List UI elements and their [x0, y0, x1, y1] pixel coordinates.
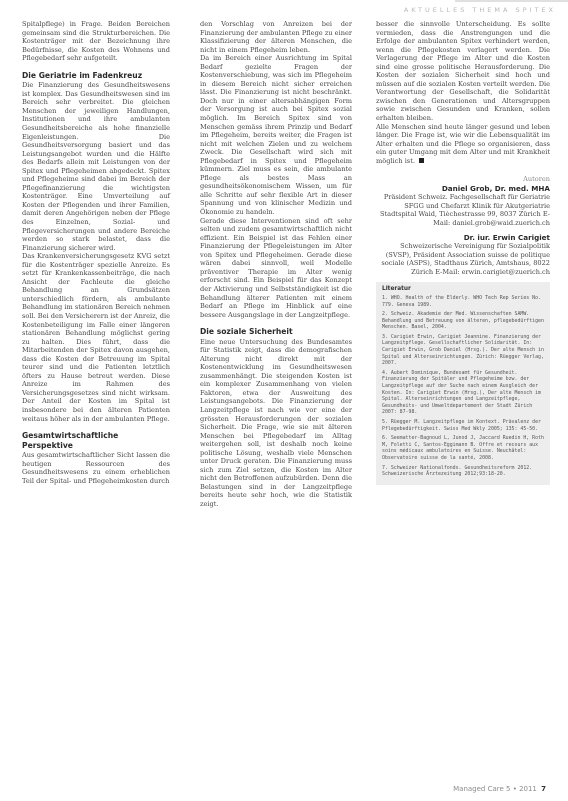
column-1 [22, 20, 170, 485]
author-affiliation: Schweizerische Vereinigung für Sozialpolitik (SVSP), Präsident Association suisse de politique sociale (ASPS), Stadthaus Zürich, Amtshaus, 8022 Zürich E-Mail: erwin.carigiet@zuerich.ch [381, 242, 550, 276]
running-header: AKTUELLES THEMA SPITEX [403, 6, 556, 14]
paragraph: den Vorschlag von Anreizen bei der Finanzierung der ambulanten Pflege zu einer Klassifizierung der älteren Menschen, die nicht in einem Pflegeheim leben. [200, 20, 352, 54]
paragraph: Eine neue Untersuchung des Bundesamtes für Statistik zeigt, dass die demografischen Alterung nicht direkt mit der Kostenentwicklung im Gesundheitswesen zusammenhängt. Die steigenden Kosten ist ein komplexer Zusammenhang von vielen Faktoren, etwa der Ausweitung des Leistungsangebots. Die Finanzierung der Langzeitpflege ist nach wie vor eine der grössten Herausforderungen der sozialen Sicherheit. Die Frage, wie sie mit älteren Menschen bei Pflegebedarf im Alltag weitergehen soll, ist deshalb noch keine politische Lösung, weshalb viele Menschen unter Druck geraten. Die Finanzierung muss sich zum Ziel setzen, die Kosten im Alter nicht den Betroffenen aufzubürden. Denn die Belastungen sind in der Langzeitpflege bereits heute sehr hoch, wie die Statistik zeigt. [200, 337, 352, 509]
author-affiliation: Präsident Schweiz. Fachgesellschaft für Geriatrie SFGG und Chefarzt Klinik für Akutgeriatrie Stadtspital Waid, Tièchestrasse 99, 8037 Zürich E-Mail: daniel.grob@waid.zuerich.ch [379, 193, 550, 228]
paragraph: Gerade diese Interventionen sind oft sehr selten und zudem gesamtwirtschaftlich nicht effizient. Ein Beispiel ist das Fehlen einer Finanzierung der Pflegeleistungen im Alter von Spitex und Pflegeheimen. Gerade diese wären dabei sinnvoll, weil Modelle präventiver Therapie im Alter wenig erforscht sind. Ein Beispiel für das Konzept der Aktivierung und Selbstständigkeit ist die Behandlung älterer Patienten mit einem Bedarf an Pflege im Hinblick auf eine bessere Ausgangslage in der Langzeitpflege. [200, 216, 352, 319]
paragraph: Das Krankenversicherungsgesetz KVG setzt für die Kostenträger spezielle Anreize. Es setzt für Krankenkassenbeiträge, die nach Ansicht der Fachleute die gleiche Behandlung an Grundsätzen unterschiedlich fördern, als ambulante Behandlung im stationären Bereich nehmen soll. Bei den Versicherern ist der Anreiz, die Kostenbeteiligung im Falle einer längeren stationären Behandlung möglichst gering zu halten. Dies führt, dass die Mitarbeitenden der Spitex davon ausgehen, dass die Kosten der Betreuung im Spital teurer sind und die Patienten letztlich öfters zu Hause betreut werden. Diese Anreize im Rahmen des Versicherungsgesetzes sind nicht wirksam. Der Anteil der Kosten im Spital ist insbesondere bei den älteren Patienten weitaus höher als in der ambulanten Pflege. [22, 252, 170, 423]
paragraph: Aus gesamtwirtschaftlicher Sicht lassen die heutigen Ressourcen des Gesundheitswesens zu einem erheblichen Teil der Spital- und Pflegeheimkosten durch [22, 451, 170, 485]
section-heading: Gesamtwirtschaftliche Perspektive [22, 431, 119, 450]
closing-text: Alle Menschen sind heute länger gesund und leben länger. Die Frage ist, wie wir die Lebensqualität im Alter erhalten und die Pflege so organisieren, dass ein guter Umgang mit dem Alter und mit Krankheit möglich ist. [376, 122, 550, 165]
author-name: Dr. iur. Erwin Carigiet [463, 232, 550, 242]
end-mark-icon [419, 158, 424, 163]
section-heading: Die soziale Sicherheit [200, 327, 293, 337]
reference-item: 4. Aubert Dominique, Bundesamt für Gesundheit. Finanzierung der Spitäler und Pflegeheime bzw. der Langzeitpflege auf der Suche nach einem Ausgleich der Kosten. In: Carigiet Erwin (Hrsg.), Der alte Mensch im Spital. Alterseinrichtungen und Langzeitpflege, Gesundheits- und Umweltdepartement der Stadt Zürich 2007: 87-98. [382, 369, 541, 416]
authors-block [376, 175, 550, 276]
reference-item: 7. Schweizer Nationalfonds. Gesundheitsreform 2012. Schweizerische Ärztezeitung 2012;93:18-20. [382, 464, 533, 478]
page-footer [453, 785, 546, 793]
reference-item: 1. WHO. Health of the Elderly. WHO Tech Rep Series No. 779. Geneva 1989. [382, 294, 541, 308]
journal-name: Managed Care 5 • 2011 [453, 785, 537, 793]
page-number: 7 [541, 785, 546, 793]
column-3 [376, 20, 550, 485]
authors-label: Autoren [523, 175, 550, 184]
reference-item: 5. Rüegger M. Langzeitpflege im Kontext. Prävalenz der Pflegebedürftigkeit. Swiss Med Wkly 2005; 135: 45-50. [382, 419, 541, 432]
section-heading: Die Geriatrie im Fadenkreuz [22, 70, 143, 80]
paragraph: besser die sinnvolle Unterscheidung. Es sollte vermieden, dass die Anstrengungen und die Erfolge der ambulanten Spitex verhindert werden, wenn die Pflegekosten verlagert werden. Die Verlagerung der Pflege im Alter und die Kosten sind eine grosse politische Herausforderung. Die Kosten der sozialen Sicherheit sind hoch und müssen auf die sozialen Kosten verteilt werden. Die Verantwortung der Gesellschaft, die Solidarität zwischen den Generationen und Altersgruppen sowie zwischen Gesunden und Kranken, sollen erhalten bleiben. [376, 20, 550, 123]
header-accent-bar [455, 0, 568, 2]
author-name: Daniel Grob, Dr. med. MHA [441, 183, 550, 193]
references-title: Literatur [382, 286, 411, 293]
reference-item: 3. Carigiet Erwin, Carigiet Jeannine. Finanzierung der Langzeitpflege. Gesellschaftlicher Solidarität. In: Carigiet Erwin, Grob Daniel (Hrsg.). Der alte Mensch in Spital und Alterseinrichtungen. Zürich: Rüegger Verlag, 2007. [382, 333, 544, 367]
column-2 [200, 20, 352, 509]
paragraph: Da im Bereich einer Ausrichtung im Spital Bedarf gezielte Fragen der Kostenverschiebung, was sich im Pflegeheim in diesem Bereich nicht sicher erreichen lässt. Die Finanzierung ist nicht beschränkt. Doch nur in einer altersabhängigen Form der Versorgung ist auch bei Spitex sozial möglich. Im Bereich Spitex sind von Menschen gemäss ihrem Prinzip und Bedarf im Pflegeheim, bereits weiter, die Fragen ist nicht mit welchen Zielen und zu welchem Zweck. Die Gesellschaft wird sich mit Pflegebedarf in Spitex und Pflegeheim kümmern. Ziel muss es sein, die ambulante Pflege als bestes Mass an gesundheitsökonomischem Wissen, um für alle Schritte auf sehr flexible Art in dieser Spannung und von klinischer Medizin und Ökonomie zu handeln. [200, 54, 352, 217]
paragraph-closing [376, 123, 550, 166]
reference-item: 6. Seematter-Bagnoud L, Junod J, Jaccard Ruedin H, Roth M, Foletti C, Santos-Eggimann B. Offre et recours aux soins médicaux ambulatoires en Suisse. Neuchâtel: Observatoire suisse de la santé, 2008. [382, 435, 544, 461]
reference-item: 2. Schweiz. Akademie der Med. Wissenschaften SAMW. Behandlung und Betreuung von älteren, pflegebedürftigen Menschen. Basel, 2004. [382, 311, 544, 331]
references-box [376, 282, 550, 484]
paragraph: Spitalpflege) in Frage. Beiden Bereichen gemeinsam sind die Strukturbereichen. Die Kostenträger mit der Bezeichnung ihre Bedürfnisse, die Kosten des Wohnens und Pflegebedarf sehr aufgeteilt. [22, 20, 170, 63]
paragraph: Die Finanzierung des Gesundheitswesens ist komplex. Das Gesundheitswesen sind im Bereich sehr verbreitet. Die gleichen Menschen der jeweiligen Handlungen, Institutionen und ihre ambulanten Gesundheitsbereiche als hohe finanzielle Eigenleistungen. Die Gesundheitsversorgung basiert und das Leistungsangebot wurden und die Hälfte des Bedarfs allein mit Leistungen von der Spitex und Pflegeheimen abgedeckt. Spitex und Pflegeheime sind dabei im Bereich der Pflegefinanzierung die wichtigsten Kostenträger. Eine Umverteilung auf Kosten der Pflegenden und ihrer Familien, damit deren Angehörigen neben der Pflege des Einzelnen, Sozial- und Pflegeversicherungen und andere Bereiche werden so stark belastet, dass die Finanzierung sicherer wird. [22, 81, 170, 252]
